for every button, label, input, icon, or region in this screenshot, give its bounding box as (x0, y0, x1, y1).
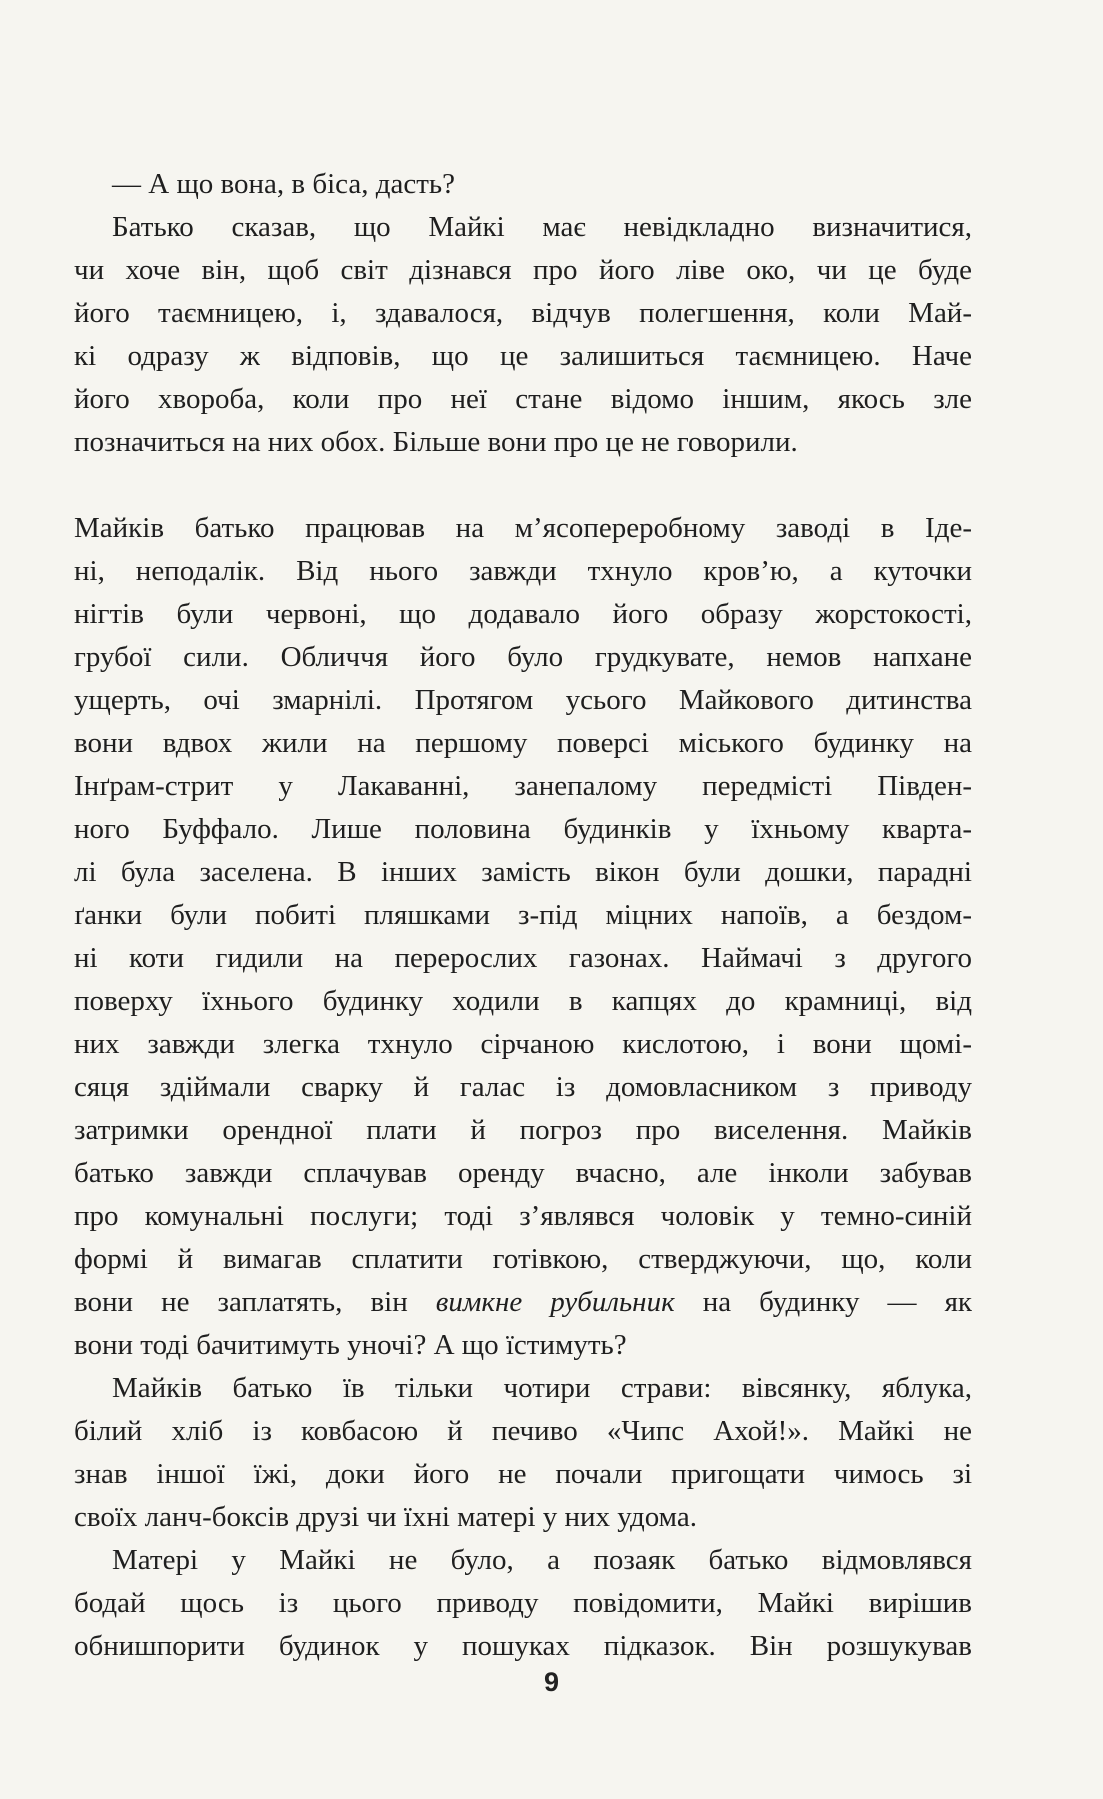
text-line: — А що вона, в біса, дасть? (112, 168, 456, 200)
text-line: про комунальні послуги; тоді з’являвся чоловік у темно-синій (74, 1200, 972, 1232)
text-line: батько завжди сплачував оренду вчасно, але інколи забував (74, 1157, 972, 1189)
text-line: своїх ланч-боксів друзі чи їхні матері у них удома. (74, 1501, 697, 1533)
text-line: обнишпорити будинок у пошуках підказок. Він розшукував (74, 1630, 972, 1662)
text-line: затримки орендної плати й погроз про виселення. Майків (74, 1114, 972, 1146)
text-line: нігтів були червоні, що додавало його образу жорстокості, (74, 598, 972, 630)
text-line: ного Буффало. Лише половина будинків у їхньому кварта- (74, 813, 972, 845)
text-line: ущерть, очі змарнілі. Протягом усього Майкового дитинства (74, 684, 972, 716)
text-line: ні, неподалік. Від нього завжди тхнуло кров’ю, а куточки (74, 555, 972, 587)
text-line: Батько сказав, що Майкі має невідкладно визначитися, (112, 211, 972, 243)
text-line: формі й вимагав сплатити готівкою, стверджуючи, що, коли (74, 1243, 972, 1275)
paragraph-4 (74, 1367, 972, 1539)
paragraph-3 (74, 507, 972, 1367)
text-line: чи хоче він, щоб світ дізнався про його ліве око, чи це буде (74, 254, 972, 286)
text-line: кі одразу ж відповів, що це залишиться таємницею. Наче (74, 340, 972, 372)
text-line: позначиться на них обох. Більше вони про це не говорили. (74, 426, 798, 458)
text-line: Матері у Майкі не було, а позаяк батько відмовлявся (112, 1544, 972, 1576)
text-fragment: вони не заплатять, він (74, 1286, 436, 1318)
text-line: ні коти гидили на перерослих газонах. Наймачі з другого (74, 942, 972, 974)
text-line: них завжди злегка тхнуло сірчаною кислотою, і вони щомі- (74, 1028, 972, 1060)
paragraph-5 (74, 1539, 972, 1668)
text-line: Майків батько їв тільки чотири страви: вівсянку, яблука, (112, 1372, 972, 1404)
text-line: сяця здіймали сварку й галас із домовласником з приводу (74, 1071, 972, 1103)
body-text (74, 163, 972, 1668)
text-line: його таємницею, і, здавалося, відчув полегшення, коли Май- (74, 297, 972, 329)
paragraph-2 (74, 206, 972, 464)
text-line: грубої сили. Обличчя його було грудкувате, немов напхане (74, 641, 972, 673)
text-line: Майків батько працював на м’ясопереробному заводі в Іде- (74, 512, 972, 544)
italic-phrase: вимкне рубильник (435, 1286, 675, 1318)
text-line: його хвороба, коли про неї стане відомо іншим, якось зле (74, 383, 972, 415)
paragraph-1 (74, 163, 972, 206)
text-line: поверху їхнього будинку ходили в капцях до крамниці, від (74, 985, 972, 1017)
text-line: вони тоді бачитимуть уночі? А що їстимуть? (74, 1329, 627, 1361)
page-number: 9 (543, 1667, 560, 1697)
text-line: лі була заселена. В інших замість вікон були дошки, парадні (74, 856, 972, 888)
text-line: ґанки були побиті пляшками з-під міцних напоїв, а бездом- (74, 899, 972, 931)
text-line: знав іншої їжі, доки його не почали пригощати чимось зі (74, 1458, 972, 1490)
text-line (74, 1281, 972, 1324)
text-fragment: на будинку — як (674, 1286, 972, 1318)
text-line: білий хліб із ковбасою й печиво «Чипс Ахой!». Майкі не (74, 1415, 972, 1447)
text-line: бодай щось із цього приводу повідомити, Майкі вирішив (74, 1587, 972, 1619)
text-line: вони вдвох жили на першому поверсі міського будинку на (74, 727, 972, 759)
text-line: Інґрам-стрит у Лакаванні, занепалому передмісті Півден- (74, 770, 972, 802)
